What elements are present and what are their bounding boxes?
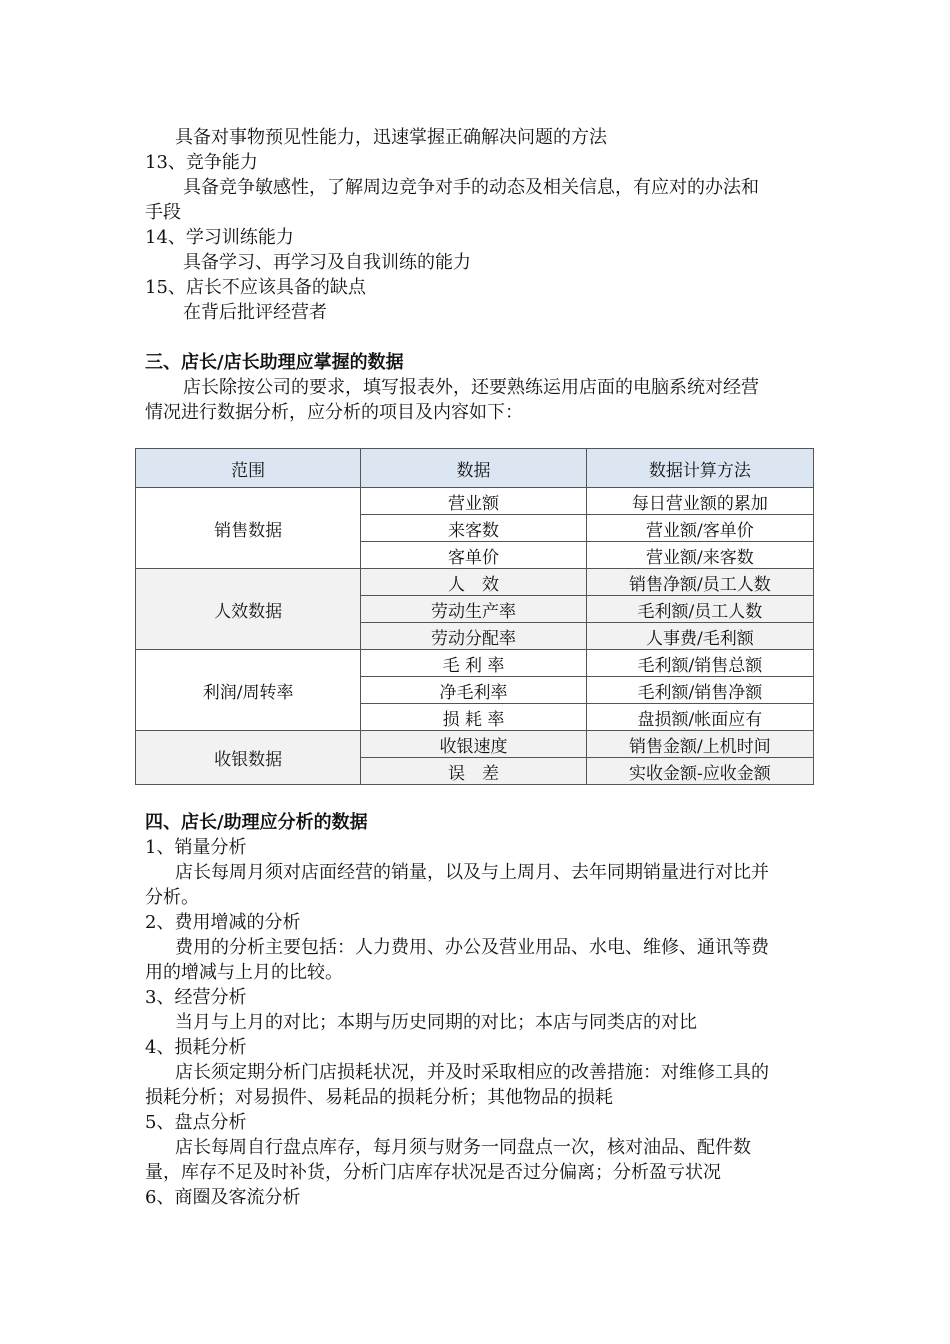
table-cell: 营业额/客单价 (586, 515, 813, 542)
item-heading-14: 14、学习训练能力 (145, 227, 294, 248)
paragraph-text: 具备对事物预见性能力，迅速掌握正确解决问题的方法 (175, 127, 607, 148)
group-cell: 收银数据 (136, 731, 361, 785)
paragraph-text: 手段 (145, 202, 181, 223)
table-row (136, 488, 814, 515)
paragraph-text: 在背后批评经营者 (183, 302, 327, 323)
item-heading-3: 3、经营分析 (145, 987, 247, 1008)
table-row (136, 569, 814, 596)
table-cell: 人事费/毛利额 (586, 623, 813, 650)
section-3-title: 三、店长/店长助理应掌握的数据 (145, 352, 404, 373)
table-cell: 人 效 (361, 569, 586, 596)
table-cell: 毛利额/销售总额 (586, 650, 813, 677)
table-cell: 销售净额/员工人数 (586, 569, 813, 596)
table-cell: 损 耗 率 (361, 704, 586, 731)
table-cell: 盘损额/帐面应有 (586, 704, 813, 731)
table-cell: 劳动分配率 (361, 623, 586, 650)
item-heading-13: 13、竞争能力 (145, 152, 258, 173)
item-heading-5: 5、盘点分析 (145, 1112, 247, 1133)
paragraph-text: 当月与上月的对比；本期与历史同期的对比；本店与同类店的对比 (175, 1012, 697, 1033)
item-heading-1: 1、销量分析 (145, 837, 247, 858)
table-cell: 劳动生产率 (361, 596, 586, 623)
item-heading-2: 2、费用增减的分析 (145, 912, 301, 933)
table-cell: 营业额/来客数 (586, 542, 813, 569)
paragraph-text: 分析。 (145, 887, 199, 908)
header-cell-scope: 范围 (136, 449, 361, 488)
table-cell: 收银速度 (361, 731, 586, 758)
table-cell: 误 差 (361, 758, 586, 785)
paragraph-text: 店长每周月须对店面经营的销量，以及与上周月、去年同期销量进行对比并 (175, 862, 769, 883)
group-cell: 人效数据 (136, 569, 361, 650)
paragraph-text: 店长除按公司的要求，填写报表外，还要熟练运用店面的电脑系统对经营 (183, 377, 759, 398)
table-row (136, 731, 814, 758)
header-cell-method: 数据计算方法 (586, 449, 813, 488)
group-cell: 销售数据 (136, 488, 361, 569)
data-table (135, 448, 814, 785)
paragraph-text: 店长须定期分析门店损耗状况，并及时采取相应的改善措施：对维修工具的 (175, 1062, 769, 1083)
table-cell: 营业额 (361, 488, 586, 515)
table-cell: 毛 利 率 (361, 650, 586, 677)
item-heading-15: 15、店长不应该具备的缺点 (145, 277, 366, 298)
table-cell: 毛利额/销售净额 (586, 677, 813, 704)
table-cell: 销售金额/上机时间 (586, 731, 813, 758)
table-cell: 客单价 (361, 542, 586, 569)
table-header-row (136, 449, 814, 488)
paragraph-text: 费用的分析主要包括：人力费用、办公及营业用品、水电、维修、通讯等费 (175, 937, 769, 958)
paragraph-text: 情况进行数据分析，应分析的项目及内容如下： (145, 402, 523, 423)
item-heading-6: 6、商圈及客流分析 (145, 1187, 301, 1208)
table-cell: 来客数 (361, 515, 586, 542)
item-heading-4: 4、损耗分析 (145, 1037, 247, 1058)
paragraph-text: 店长每周自行盘点库存，每月须与财务一同盘点一次，核对油品、配件数 (175, 1137, 751, 1158)
table-cell: 毛利额/员工人数 (586, 596, 813, 623)
section-4-title: 四、店长/助理应分析的数据 (145, 812, 368, 833)
paragraph-text: 量，库存不足及时补货，分析门店库存状况是否过分偏离；分析盈亏状况 (145, 1162, 721, 1183)
paragraph-text: 用的增减与上月的比较。 (145, 962, 343, 983)
table-row (136, 650, 814, 677)
paragraph-text: 损耗分析；对易损件、易耗品的损耗分析；其他物品的损耗 (145, 1087, 613, 1108)
table-cell: 净毛利率 (361, 677, 586, 704)
paragraph-text: 具备竞争敏感性，了解周边竞争对手的动态及相关信息，有应对的办法和 (183, 177, 759, 198)
table-cell: 每日营业额的累加 (586, 488, 813, 515)
group-cell: 利润/周转率 (136, 650, 361, 731)
paragraph-text: 具备学习、再学习及自我训练的能力 (183, 252, 471, 273)
header-cell-data: 数据 (361, 449, 586, 488)
table-cell: 实收金额-应收金额 (586, 758, 813, 785)
